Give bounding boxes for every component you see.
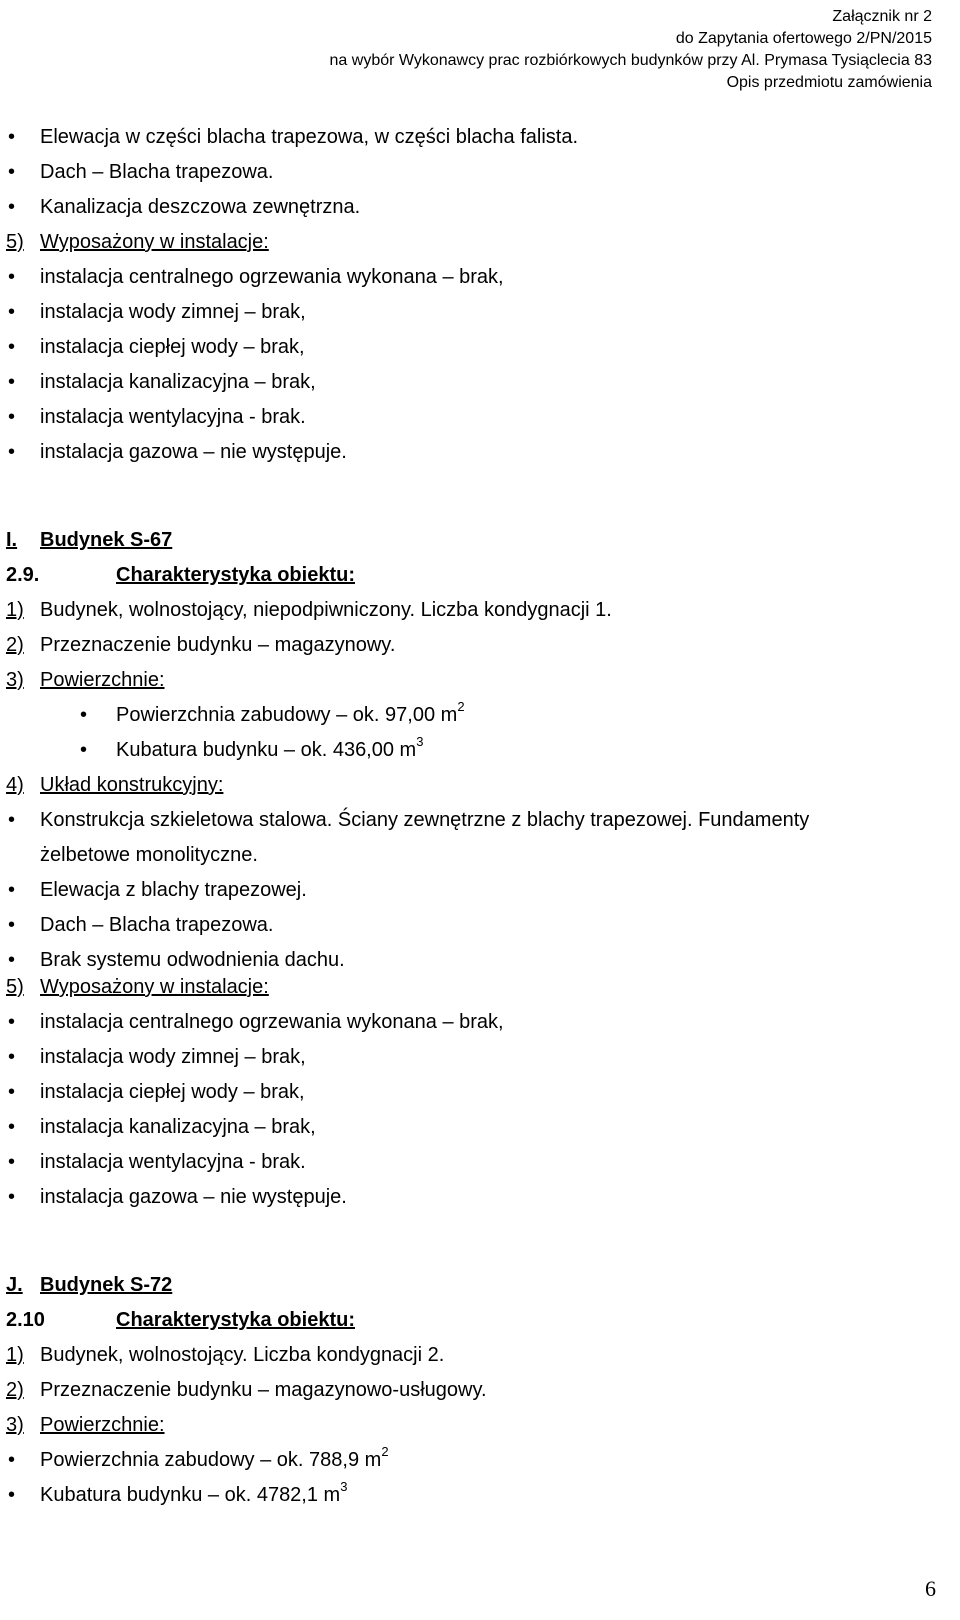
area-item [0, 733, 960, 767]
list-item [0, 1145, 960, 1179]
list-item-text: instalacja ciepłej wody – brak, [40, 1081, 305, 1103]
bullet-icon: • [8, 406, 16, 428]
unit-exponent: 2 [381, 1444, 389, 1460]
bullet-icon: • [8, 949, 16, 971]
bullet-icon: • [80, 739, 88, 761]
section-title: Budynek S-72 [40, 1274, 173, 1296]
list-item [0, 365, 960, 399]
area-text [116, 733, 423, 767]
header-inquiry-reference: do Zapytania ofertowego 2/PN/2015 [675, 30, 932, 47]
list-item [0, 260, 960, 294]
subsection-number: 2.9. [6, 564, 40, 586]
header-contractor-line: na wybór Wykonawcy prac rozbiórkowych budynków przy Al. Prymasa Tysiąclecia 83 [329, 52, 932, 69]
list-item [0, 330, 960, 364]
list-item-text: żelbetowe monolityczne. [40, 844, 258, 866]
bullet-icon: • [8, 161, 16, 183]
list-item [0, 1075, 960, 1109]
list-item-text: instalacja wentylacyjna - brak. [40, 1151, 306, 1173]
section-letter: J. [6, 1274, 23, 1296]
header-subject-line: Opis przedmiotu zamówienia [726, 74, 932, 91]
bullet-icon: • [80, 704, 88, 726]
area-value: Kubatura budynku – ok. 4782,1 m [40, 1484, 341, 1506]
list-item [0, 1110, 960, 1144]
bullet-icon: • [8, 1081, 16, 1103]
list-item-text: instalacja centralnego ogrzewania wykonana – brak, [40, 1011, 504, 1033]
bullet-icon: • [8, 371, 16, 393]
list-item-text: instalacja ciepłej wody – brak, [40, 336, 305, 358]
list-item-text: Elewacja w części blacha trapezowa, w części blacha falista. [40, 126, 579, 148]
area-item [0, 1443, 960, 1477]
bullet-icon: • [8, 809, 16, 831]
area-item [0, 1478, 960, 1512]
area-text [116, 698, 465, 732]
item-number: 5) [6, 976, 24, 998]
list-item-text: Konstrukcja szkieletowa stalowa. Ściany zewnętrzne z blachy trapezowej. Fundamenty [40, 809, 810, 831]
area-value: Kubatura budynku – ok. 436,00 m [116, 739, 417, 761]
unit-exponent: 3 [416, 734, 424, 750]
bullet-icon: • [8, 126, 16, 148]
installations-heading [0, 970, 960, 1004]
construction-heading [0, 768, 960, 802]
section-heading [0, 523, 960, 557]
item-text: Powierzchnie: [40, 669, 165, 691]
list-item-text: instalacja wody zimnej – brak, [40, 301, 306, 323]
heading-text: Układ konstrukcyjny: [40, 774, 224, 796]
bullet-icon: • [8, 266, 16, 288]
list-item [0, 873, 960, 907]
list-item-text: instalacja gazowa – nie występuje. [40, 1186, 347, 1208]
numbered-item [0, 593, 960, 627]
bullet-icon: • [8, 1011, 16, 1033]
numbered-item [0, 1373, 960, 1407]
item-number: 3) [6, 1414, 24, 1436]
area-text [40, 1443, 389, 1477]
subsection-title: Charakterystyka obiektu: [116, 564, 355, 586]
list-item-text: Kanalizacja deszczowa zewnętrzna. [40, 196, 361, 218]
heading-text: Wyposażony w instalacje: [40, 231, 269, 253]
section-heading [0, 1268, 960, 1302]
item-number: 1) [6, 599, 24, 621]
section-letter: I. [6, 529, 18, 551]
list-item [0, 190, 960, 224]
unit-exponent: 2 [457, 699, 465, 715]
item-number: 3) [6, 669, 24, 691]
area-value: Powierzchnia zabudowy – ok. 788,9 m [40, 1449, 382, 1471]
list-item-text: instalacja kanalizacyjna – brak, [40, 371, 316, 393]
area-text [40, 1478, 347, 1512]
list-item-text: Dach – Blacha trapezowa. [40, 161, 274, 183]
subsection-title: Charakterystyka obiektu: [116, 1309, 355, 1331]
list-item [0, 120, 960, 154]
item-number: 5) [6, 231, 24, 253]
bullet-icon: • [8, 1046, 16, 1068]
list-item [0, 803, 960, 837]
bullet-icon: • [8, 441, 16, 463]
item-number: 1) [6, 1344, 24, 1366]
header-attachment-number: Załącznik nr 2 [832, 8, 932, 25]
list-item [0, 1040, 960, 1074]
list-item-text: instalacja centralnego ogrzewania wykonana – brak, [40, 266, 504, 288]
heading-text: Wyposażony w instalacje: [40, 976, 269, 998]
bullet-icon: • [8, 1449, 16, 1471]
bullet-icon: • [8, 914, 16, 936]
page-number: 6 [925, 1576, 936, 1601]
list-item [0, 908, 960, 942]
list-item-text: Dach – Blacha trapezowa. [40, 914, 274, 936]
list-item-text: Brak systemu odwodnienia dachu. [40, 949, 345, 971]
area-item [0, 698, 960, 732]
bullet-icon: • [8, 301, 16, 323]
item-text: Powierzchnie: [40, 1414, 165, 1436]
item-text: Przeznaczenie budynku – magazynowy. [40, 634, 396, 656]
subsection-number: 2.10 [6, 1309, 45, 1331]
item-number: 4) [6, 774, 24, 796]
installations-heading [0, 225, 960, 259]
unit-exponent: 3 [340, 1479, 348, 1495]
numbered-item [0, 1338, 960, 1372]
list-item-text: instalacja wentylacyjna - brak. [40, 406, 306, 428]
list-item [0, 400, 960, 434]
bullet-icon: • [8, 1186, 16, 1208]
item-number: 2) [6, 1379, 24, 1401]
list-item [0, 1005, 960, 1039]
list-item [0, 1180, 960, 1214]
item-text: Budynek, wolnostojący. Liczba kondygnacji 2. [40, 1344, 445, 1366]
bullet-icon: • [8, 1151, 16, 1173]
section-title: Budynek S-67 [40, 529, 173, 551]
item-number: 2) [6, 634, 24, 656]
item-text: Przeznaczenie budynku – magazynowo-usługowy. [40, 1379, 487, 1401]
list-item-continuation [0, 838, 960, 872]
numbered-item [0, 663, 960, 697]
subsection-heading [0, 1303, 960, 1337]
bullet-icon: • [8, 336, 16, 358]
bullet-icon: • [8, 196, 16, 218]
list-item [0, 435, 960, 469]
item-text: Budynek, wolnostojący, niepodpiwniczony. Liczba kondygnacji 1. [40, 599, 612, 621]
list-item [0, 295, 960, 329]
numbered-item [0, 1408, 960, 1442]
list-item-text: instalacja gazowa – nie występuje. [40, 441, 347, 463]
list-item-text: instalacja wody zimnej – brak, [40, 1046, 306, 1068]
subsection-heading [0, 558, 960, 592]
bullet-icon: • [8, 1116, 16, 1138]
area-value: Powierzchnia zabudowy – ok. 97,00 m [116, 704, 458, 726]
bullet-icon: • [8, 879, 16, 901]
numbered-item [0, 628, 960, 662]
list-item-text: instalacja kanalizacyjna – brak, [40, 1116, 316, 1138]
bullet-icon: • [8, 1484, 16, 1506]
list-item-text: Elewacja z blachy trapezowej. [40, 879, 307, 901]
list-item [0, 155, 960, 189]
